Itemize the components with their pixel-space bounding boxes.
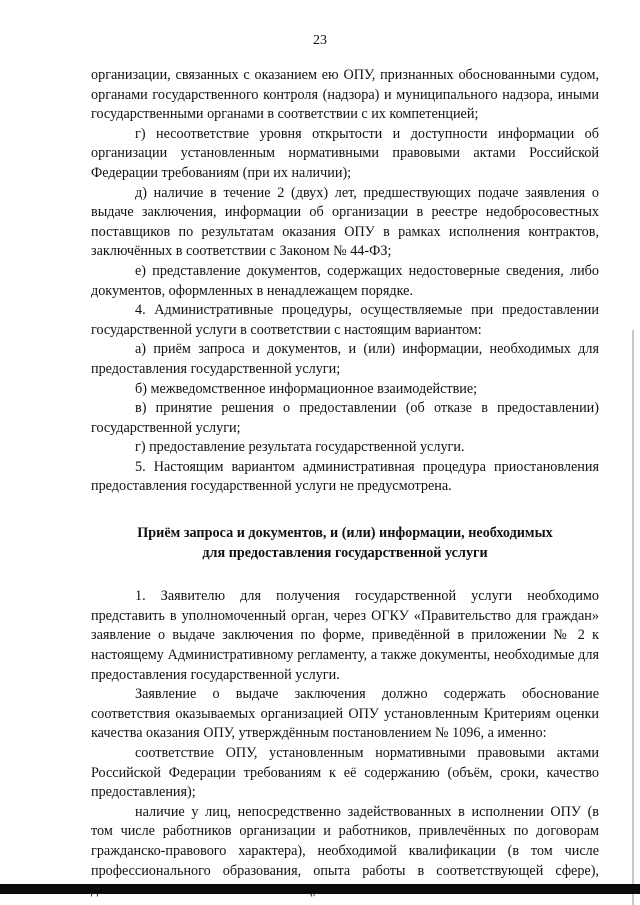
- paragraph-procedure-g: г) предоставление результата государственной услуги.: [135, 439, 465, 456]
- paragraph-section-5: 5. Настоящим вариантом административная процедура приостановления предоставления государственной услуги не предусмотрена.: [91, 458, 599, 495]
- paragraph-item-d: д) наличие в течение 2 (двух) лет, предшествующих подаче заявления о выдаче заключения, информации об организации в реестре недобросовестных поставщиков по результатам оказания ОПУ в рамках исполнения контрактов, заключённых в соответствии с Законом № 44-ФЗ;: [91, 184, 599, 260]
- paragraph-item-e: е) представление документов, содержащих недостоверные сведения, либо документов, оформленных в ненадлежащем порядке.: [91, 262, 599, 299]
- paragraph-section-4: 4. Административные процедуры, осуществляемые при предоставлении государственной услуги в соответствии с настоящим вариантом:: [91, 302, 599, 338]
- paragraph-application-content: Заявление о выдаче заключения должно содержать обоснование соответствия оказываемых организацией ОПУ установленным Критериям оценки качества оказания ОПУ, утверждённым постановлением № 1096, а именно:: [91, 686, 599, 742]
- paragraph-criterion-conformity: соответствие ОПУ, установленным нормативными правовыми актами Российской Федерации требованиям к её содержанию (объём, сроки, качество предоставления);: [91, 745, 599, 801]
- paragraph-procedure-v: в) принятие решения о предоставлении (об отказе в предоставлении) государственной услуги;: [91, 400, 599, 436]
- document-body: [91, 66, 599, 901]
- paragraph-applicant-1: 1. Заявителю для получения государственной услуги необходимо представить в уполномоченный орган, через ОГКУ «Правительство для граждан» заявление о выдаче заключения по форме, приведённой в приложении № 2 к настоящему Административному регламенту, а также документы, необходимые для предоставления государственной услуги.: [91, 588, 599, 683]
- section-heading: [91, 524, 599, 563]
- paragraph-criterion-qualification: наличие у лиц, непосредственно задействованных в исполнении ОПУ (в том числе работников организации и работников, привлечённых по договорам гражданско-правового характера), необходимой квалификации (в том числе профессионального образования, опыта работы в соответствующей сфере),: [91, 803, 599, 879]
- section-heading-line1: Приём запроса и документов, и (или) информации, необходимых: [137, 525, 553, 542]
- section-heading-line2: для предоставления государственной услуги: [202, 544, 488, 561]
- paragraph-continuation: организации, связанных с оказанием ею ОПУ, признанных обоснованными судом, органами государственного контроля (надзора) и муниципального надзора, иными государственными органами в соответствии с их компетенцией;: [91, 67, 599, 123]
- scan-bottom-bar: [0, 884, 640, 894]
- page-number: 23: [313, 33, 327, 48]
- scan-edge-shadow: [632, 330, 634, 905]
- paragraph-procedure-b: б) межведомственное информационное взаимодействие;: [135, 380, 478, 397]
- paragraph-procedure-a: а) приём запроса и документов, и (или) информации, необходимых для предоставления государственной услуги;: [91, 341, 599, 377]
- paragraph-item-g: г) несоответствие уровня открытости и доступности информации об организации установленным нормативными правовыми актами Российской Федерации требованиям (при их наличии);: [91, 125, 599, 181]
